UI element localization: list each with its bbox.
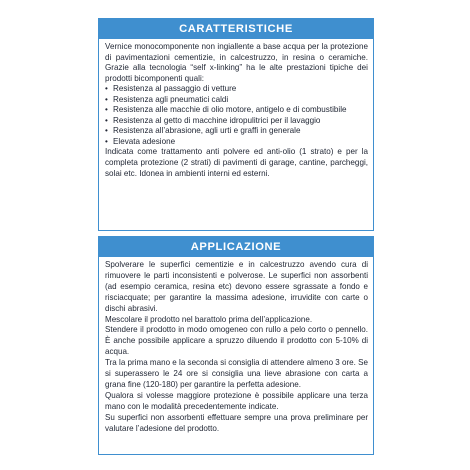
bullet-icon: • xyxy=(105,126,108,136)
bullet-icon: • xyxy=(105,105,108,115)
caratteristiche-body xyxy=(99,39,373,179)
caratteristiche-intro: Vernice monocomponente non ingiallente a base acqua per la protezione di pavimentazioni cementizie, in calcestruzzo, in resina o ceramiche. Grazie alla tecnologia “self x-linking” ha le alte prestazioni tipiche dei prodotti bicomponenti quali: xyxy=(105,42,368,83)
caratteristiche-bullet-list xyxy=(105,84,368,147)
applicazione-title: APPLICAZIONE xyxy=(99,237,373,257)
caratteristiche-title: CARATTERISTICHE xyxy=(99,19,373,39)
bullet-icon: • xyxy=(105,115,108,125)
applicazione-paragraph: Stendere il prodotto in modo omogeneo con rullo a pelo corto o pennello. È anche possibile applicare a spruzzo diluendo il prodotto con 5-10% di acqua. xyxy=(105,325,368,357)
applicazione-paragraph: Mescolare il prodotto nel barattolo prima dell’applicazione. xyxy=(105,314,313,324)
caratteristiche-outro: Indicata come trattamento anti polvere ed anti-olio (1 strato) e per la completa protezione (2 strati) di pavimenti di garage, cantine, parcheggi, solai etc. Idonea in ambienti interni ed esterni. xyxy=(105,147,368,178)
caratteristiche-section xyxy=(98,18,374,231)
list-item: • Resistenza al passaggio di vetture xyxy=(105,84,237,94)
applicazione-paragraph: Qualora si volesse maggiore protezione è possibile applicare una terza mano con le modalità precedentemente indicate. xyxy=(105,390,368,411)
bullet-icon: • xyxy=(105,136,108,146)
applicazione-paragraph: Su superfici non assorbenti effettuare sempre una prova preliminare per valutare l’adesione del prodotto. xyxy=(105,412,368,433)
list-item: • Resistenza alle macchie di olio motore, antigelo e di combustibile xyxy=(105,105,347,115)
list-item: • Elevata adesione xyxy=(105,136,176,146)
applicazione-paragraph: Spolverare le superfici cementizie e in calcestruzzo avendo cura di rimuovere le parti inconsistenti e polverose. Le superfici non assorbenti (ad esempio ceramica, resina etc) devono essere sgrassate a fondo e risciacquate; per garantire la massima adesione, irruvidite con carte o dischi abrasivi. xyxy=(105,260,368,313)
applicazione-section xyxy=(98,236,374,455)
list-item: • Resistenza al getto di macchine idropulitrici per il lavaggio xyxy=(105,115,321,125)
list-item: • Resistenza agli pneumatici caldi xyxy=(105,94,229,104)
list-item: • Resistenza all’abrasione, agli urti e graffi in generale xyxy=(105,126,301,136)
applicazione-paragraph: Tra la prima mano e la seconda si consiglia di attendere almeno 3 ore. Se si superassero le 24 ore si consiglia una lieve abrasione con carta a grana fine (120-180) per garantire la perfetta adesione. xyxy=(105,358,368,389)
applicazione-body xyxy=(99,257,373,435)
bullet-icon: • xyxy=(105,84,108,94)
bullet-icon: • xyxy=(105,94,108,104)
